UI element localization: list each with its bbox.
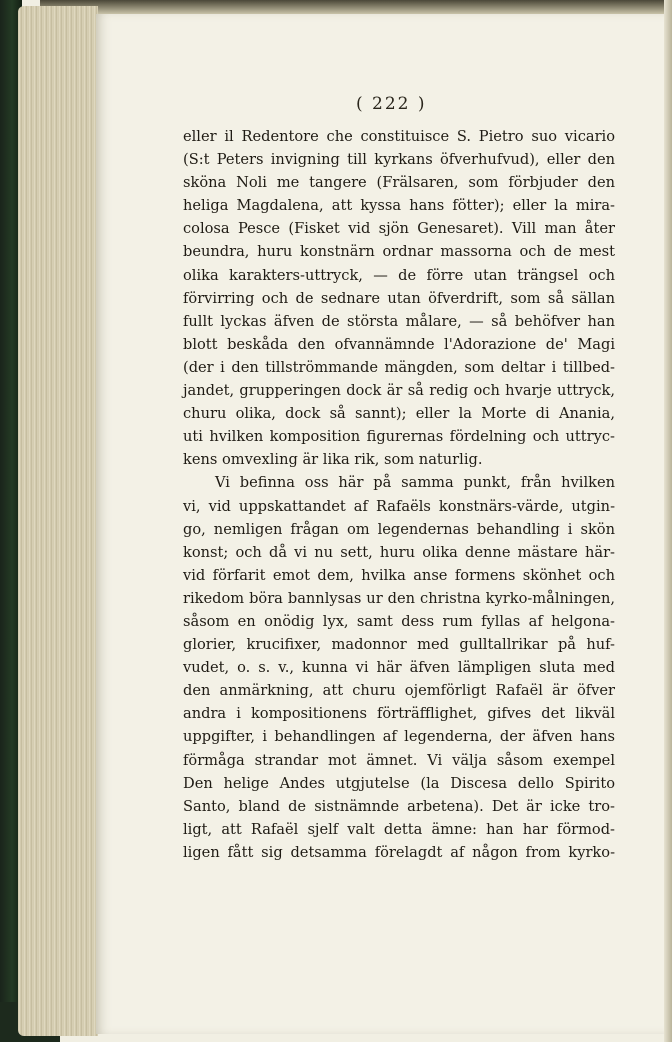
text-line: uppgifter, i behandlingen af legenderna, der äfven hans — [183, 728, 615, 746]
text-line: (S:t Peters invigning till kyrkans öfverhufvud), eller den — [183, 151, 615, 169]
text-line: vudet, o. s. v., kunna vi här äfven lämpligen sluta med — [183, 659, 615, 677]
text-line: förvirring och de sednare utan öfverdrift, som så sällan — [183, 289, 615, 307]
text-line: kens omvexling är lika rik, som naturlig. — [183, 451, 483, 469]
text-line: Vi befinna oss här på samma punkt, från hvilken — [215, 474, 615, 492]
text-line: andra i kompositionens förträfflighet, gifves det likväl — [183, 705, 615, 723]
text-line: ligt, att Rafaël sjelf valt detta ämne: han har förmod- — [183, 820, 615, 838]
text-line: heliga Magdalena, att kyssa hans fötter); eller la mira- — [183, 197, 615, 215]
text-line: konst; och då vi nu sett, huru olika denne mästare här- — [183, 543, 615, 561]
text-line: eller il Redentore che constituisce S. Pietro suo vicario — [183, 128, 615, 145]
text-line: glorier, krucifixer, madonnor med gulltallrikar på huf- — [183, 636, 615, 654]
text-line: churu olika, dock så sannt); eller la Morte di Anania, — [183, 405, 615, 423]
text-line: fullt lyckas äfven de största målare, — så behöfver han — [183, 312, 615, 330]
text-line: olika karakters-uttryck, — de förre utan trängsel och — [183, 266, 615, 284]
page-number: ( 222 ) — [356, 94, 427, 114]
text-line: beundra, huru konstnärn ordnar massorna och de mest — [183, 243, 615, 261]
text-line: Den helige Andes utgjutelse (la Discesa dello Spirito — [183, 774, 615, 792]
text-line: såsom en onödig lyx, samt dess rum fyllas af helgona- — [183, 612, 615, 630]
body-text — [183, 125, 615, 864]
text-line: colosa Pesce (Fisket vid sjön Genesaret). Vill man åter — [183, 220, 615, 238]
text-line: rikedom böra bannlysas ur den christna kyrko-målningen, — [183, 589, 615, 607]
text-line: ligen fått sig detsamma förelagdt af någon from kyrko- — [183, 843, 615, 861]
text-line: sköna Noli me tangere (Frälsaren, som förbjuder den — [183, 174, 615, 192]
text-line: vid förfarit emot dem, hvilka anse formens skönhet och — [183, 566, 615, 584]
text-line: förmåga strandar mot ämnet. Vi välja såsom exempel — [183, 751, 615, 769]
text-line: uti hvilken komposition figurernas fördelning och uttryc- — [183, 428, 615, 446]
text-line: (der i den tillströmmande mängden, som deltar i tillbed- — [183, 358, 615, 376]
text-line: go, nemligen frågan om legendernas behandling i skön — [183, 520, 615, 538]
page-right-edge — [664, 0, 672, 1042]
text-line: Santo, bland de sistnämnde arbetena). Det är icke tro- — [183, 797, 615, 815]
text-line: blott beskåda den ofvannämnde l'Adorazione de' Magi — [183, 335, 615, 353]
text-line: den anmärkning, att churu ojemförligt Rafaël är öfver — [183, 682, 615, 700]
book-top-edge — [40, 0, 672, 14]
page-edges — [18, 6, 98, 1036]
text-line: vi, vid uppskattandet af Rafaëls konstnärs-värde, utgin- — [183, 497, 615, 515]
text-line: jandet, grupperingen dock är så redig och hvarje uttryck, — [183, 382, 615, 400]
